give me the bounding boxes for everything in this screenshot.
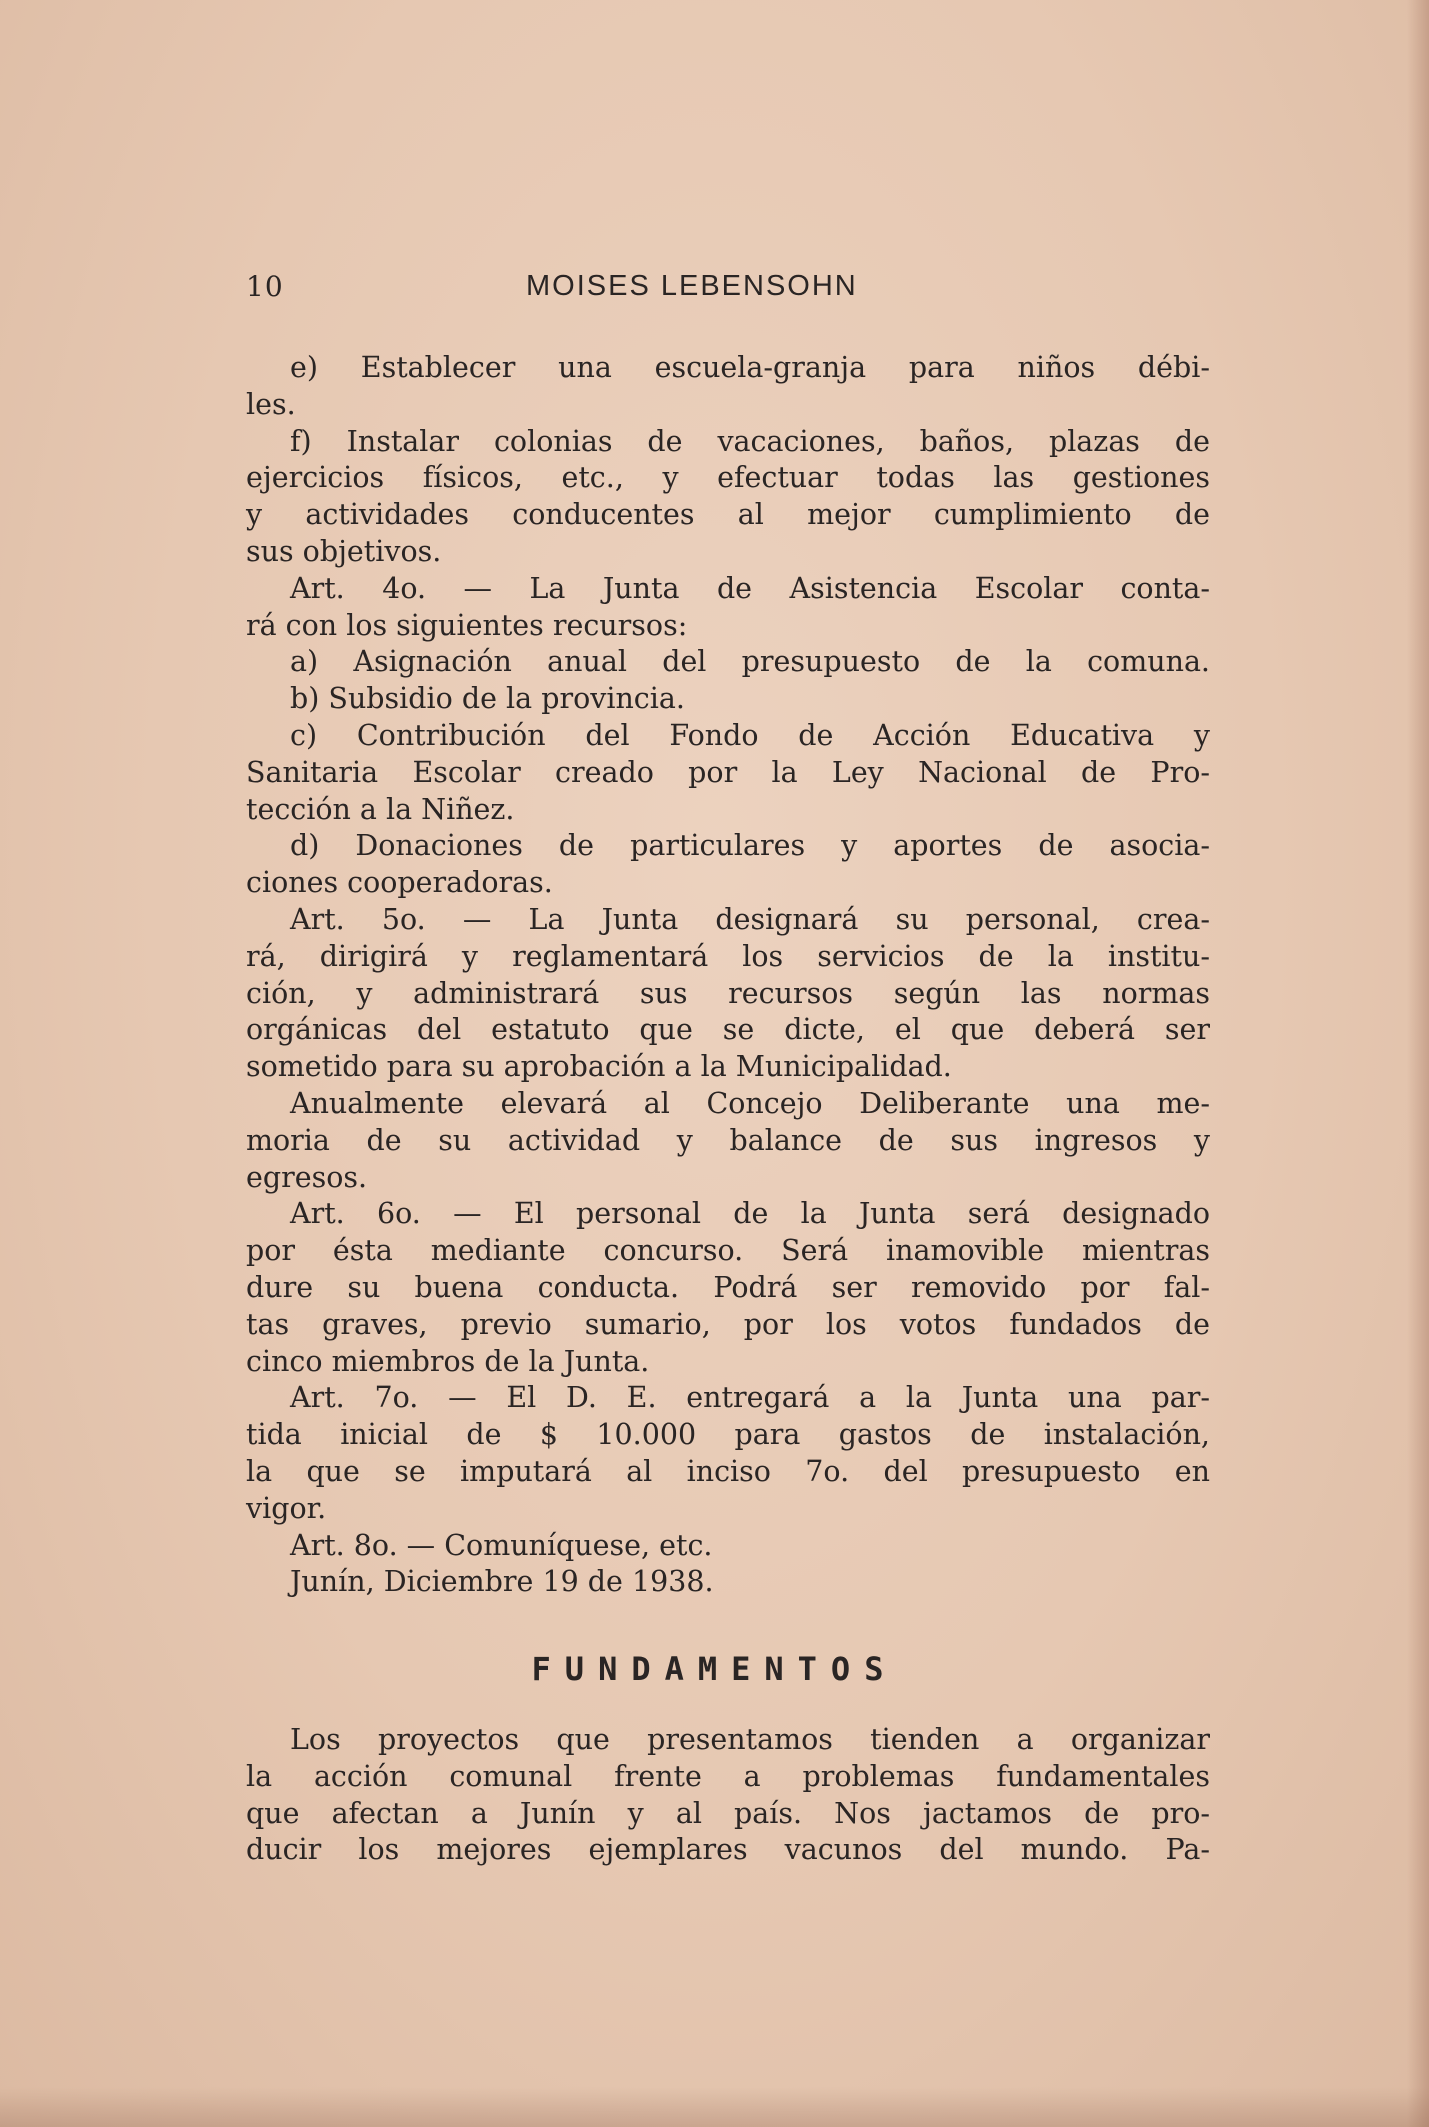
page-bottom-shadow xyxy=(0,2087,1429,2127)
text-line: orgánicas del estatuto que se dicte, el que deberá ser xyxy=(246,1013,1210,1047)
text-line: ducir los mejores ejemplares vacunos del mundo. Pa- xyxy=(246,1833,1210,1867)
text-line: que afectan a Junín y al país. Nos jactamos de pro- xyxy=(246,1796,1210,1830)
text-line: sus objetivos. xyxy=(246,534,442,568)
text-line: ción, y administrará sus recursos según las normas xyxy=(246,976,1210,1010)
text-line: d) Donaciones de particulares y aportes de asocia- xyxy=(290,829,1210,863)
text-line: sometido para su aprobación a la Municipalidad. xyxy=(246,1050,952,1084)
page-number: 10 xyxy=(246,270,284,303)
page-edge-shadow xyxy=(1407,0,1429,2127)
text-line: e) Establecer una escuela-granja para niños débi- xyxy=(290,351,1210,384)
text-line: tas graves, previo sumario, por los votos fundados de xyxy=(246,1307,1210,1341)
text-line: dure su buena conducta. Podrá ser removido por fal- xyxy=(246,1270,1210,1304)
text-line: ejercicios físicos, etc., y efectuar todas las gestiones xyxy=(246,461,1210,495)
text-line: c) Contribución del Fondo de Acción Educativa y xyxy=(290,718,1210,752)
text-line: Art. 6o. — El personal de la Junta será designado xyxy=(290,1197,1210,1231)
page-header xyxy=(246,270,1206,310)
text-line: la que se imputará al inciso 7o. del presupuesto en xyxy=(246,1454,1210,1488)
section-heading: FUNDAMENTOS xyxy=(531,1650,898,1688)
text-line: Art. 5o. — La Junta designará su personal, crea- xyxy=(290,902,1210,936)
text-line: Junín, Diciembre 19 de 1938. xyxy=(290,1565,714,1599)
text-line: Sanitaria Escolar creado por la Ley Nacional de Pro- xyxy=(246,755,1210,789)
text-line: rá con los siguientes recursos: xyxy=(246,608,688,642)
text-line: a) Asignación anual del presupuesto de la comuna. xyxy=(290,645,1210,679)
text-line: y actividades conducentes al mejor cumplimiento de xyxy=(246,498,1210,532)
text-line: ciones cooperadoras. xyxy=(246,866,553,900)
text-line: les. xyxy=(246,387,296,421)
text-line: vigor. xyxy=(246,1491,327,1525)
text-line: tección a la Niñez. xyxy=(246,792,515,826)
text-line: egresos. xyxy=(246,1160,368,1194)
text-line: la acción comunal frente a problemas fundamentales xyxy=(246,1759,1210,1793)
text-line: tida inicial de $ 10.000 para gastos de instalación, xyxy=(246,1418,1210,1452)
text-line: por ésta mediante concurso. Será inamovible mientras xyxy=(246,1234,1210,1268)
text-line: Los proyectos que presentamos tienden a organizar xyxy=(290,1723,1210,1756)
fundamentos-text xyxy=(246,1722,1210,1869)
text-line: moria de su actividad y balance de sus ingresos y xyxy=(246,1123,1210,1157)
text-line: Anualmente elevará al Concejo Deliberante una me- xyxy=(290,1086,1210,1120)
text-line: cinco miembros de la Junta. xyxy=(246,1344,650,1378)
text-line: rá, dirigirá y reglamentará los servicios de la institu- xyxy=(246,939,1210,973)
text-line: Art. 8o. — Comuníquese, etc. xyxy=(290,1528,713,1562)
text-line: Art. 7o. — El D. E. entregará a la Junta una par- xyxy=(290,1381,1210,1415)
body-text xyxy=(246,350,1210,1601)
text-line: b) Subsidio de la provincia. xyxy=(290,682,685,716)
text-line: Art. 4o. — La Junta de Asistencia Escolar conta- xyxy=(290,571,1210,605)
text-line: f) Instalar colonias de vacaciones, baños, plazas de xyxy=(290,424,1210,458)
running-title: MOISES LEBENSOHN xyxy=(526,270,858,302)
